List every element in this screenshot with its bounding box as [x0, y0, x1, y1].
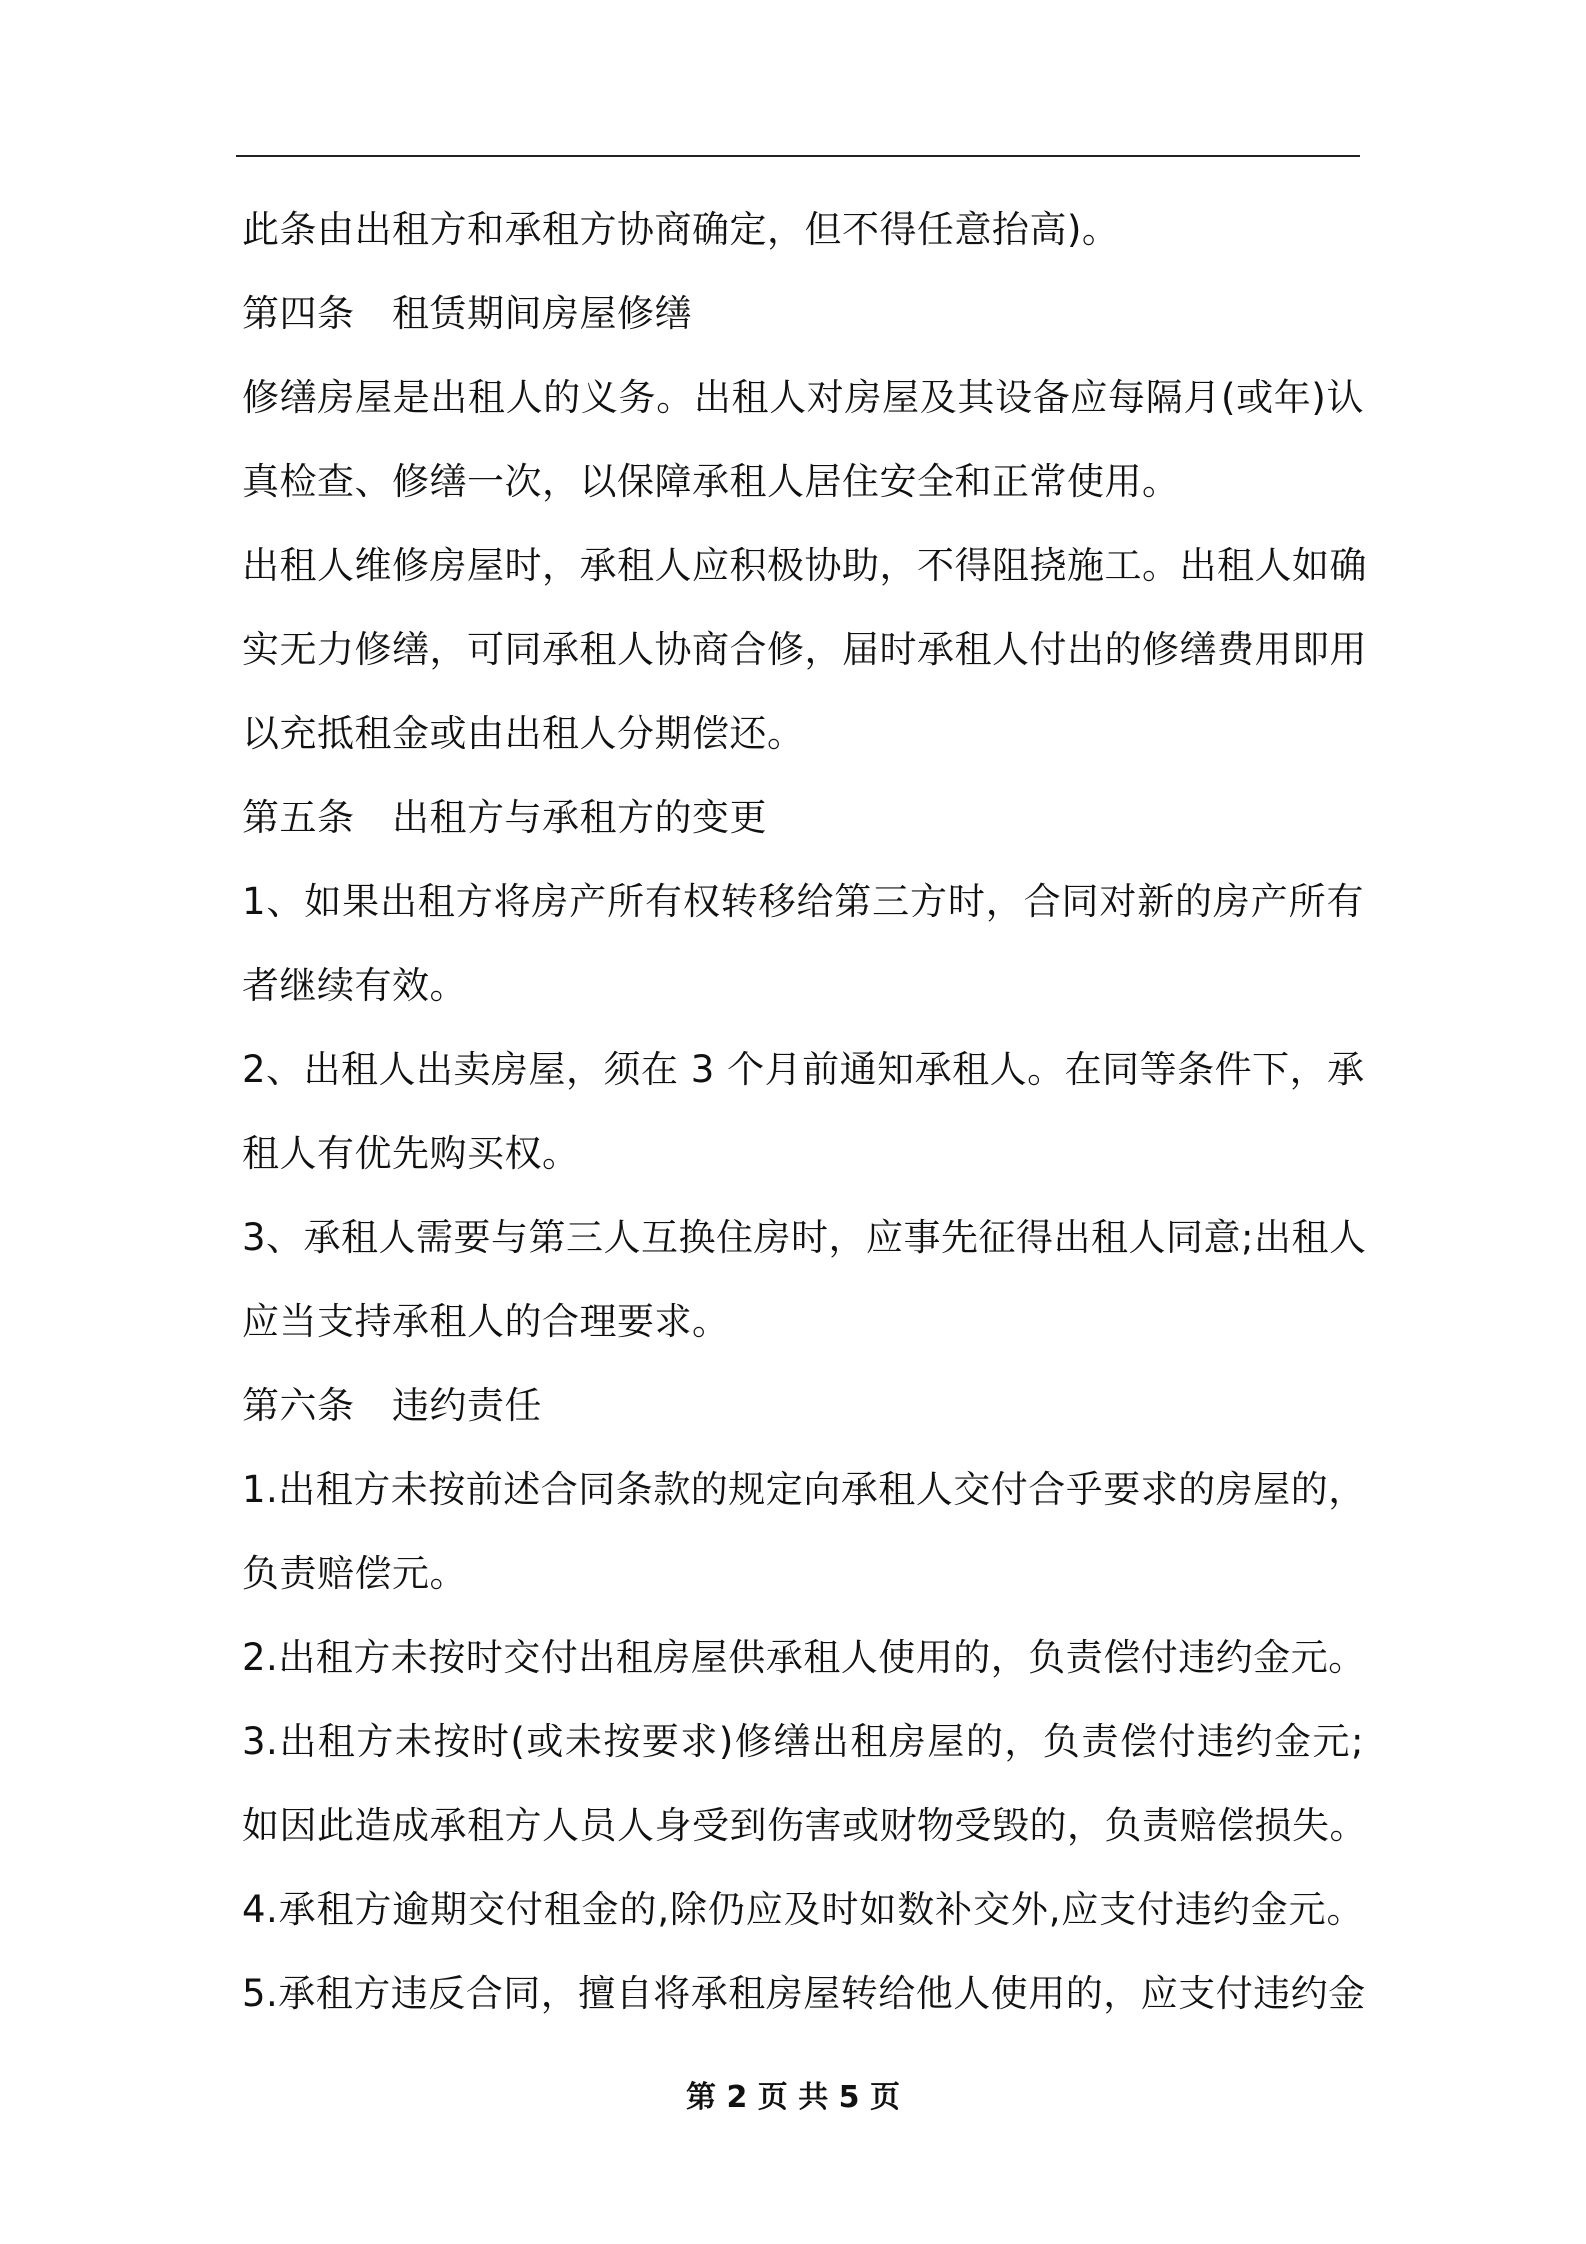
text-line: 2.出租方未按时交付出租房屋供承租人使用的，负责偿付违约金元。 — [242, 1636, 1366, 1679]
text-line: 修缮房屋是出租人的义务。出租人对房屋及其设备应每隔月(或年)认 — [242, 376, 1364, 419]
article-heading: 第四条 租赁期间房屋修缮 — [242, 292, 692, 335]
text-line: 应当支持承租人的合理要求。 — [242, 1300, 730, 1343]
text-line: 者继续有效。 — [242, 964, 467, 1007]
text-line: 4.承租方逾期交付租金的,除仍应及时如数补交外,应支付违约金元。 — [242, 1888, 1364, 1931]
text-line: 此条由出租方和承租方协商确定，但不得任意抬高)。 — [242, 208, 1120, 251]
text-line: 租人有优先购买权。 — [242, 1132, 580, 1175]
text-line: 3、承租人需要与第三人互换住房时，应事先征得出租人同意;出租人 — [242, 1216, 1367, 1259]
contract-body — [242, 188, 1367, 2036]
text-line: 实无力修缮，可同承租人协商合修，届时承租人付出的修缮费用即用 — [242, 628, 1367, 671]
text-line: 3.出租方未按时(或未按要求)修缮出租房屋的，负责偿付违约金元; — [242, 1720, 1364, 1763]
text-line: 1.出租方未按前述合同条款的规定向承租人交付合乎要求的房屋的， — [242, 1468, 1366, 1511]
page-number: 第 2 页 共 5 页 — [686, 2080, 900, 2115]
text-line: 5.承租方违反合同，擅自将承租房屋转给他人使用的，应支付违约金 — [242, 1972, 1366, 2015]
text-line: 以充抵租金或由出租人分期偿还。 — [242, 712, 805, 755]
header-rule — [236, 155, 1360, 157]
text-line: 如因此造成承租方人员人身受到伤害或财物受毁的，负责赔偿损失。 — [242, 1804, 1367, 1847]
text-line: 负责赔偿元。 — [242, 1552, 467, 1595]
text-line: 真检查、修缮一次，以保障承租人居住安全和正常使用。 — [242, 460, 1180, 503]
text-line: 1、如果出租方将房产所有权转移给第三方时，合同对新的房产所有 — [242, 880, 1364, 923]
article-heading: 第五条 出租方与承租方的变更 — [242, 796, 767, 839]
article-heading: 第六条 违约责任 — [242, 1384, 542, 1427]
text-line: 出租人维修房屋时，承租人应积极协助，不得阻挠施工。出租人如确 — [242, 544, 1367, 587]
text-line: 2、出租人出卖房屋，须在 3 个月前通知承租人。在同等条件下，承 — [242, 1048, 1365, 1091]
